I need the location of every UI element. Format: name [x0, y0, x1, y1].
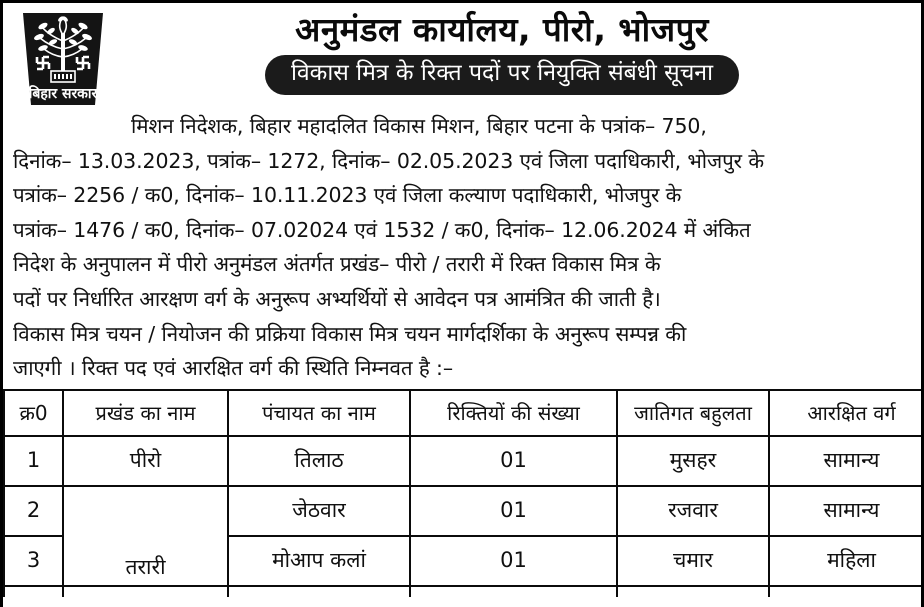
- body-line: विकास मित्र चयन / नियोजन की प्रक्रिया विकास मित्र चयन मार्गदर्शिका के अनुरूप सम्पन्न की: [13, 321, 687, 346]
- header-text-group: [111, 9, 913, 95]
- cell-vacancies: 01: [410, 486, 617, 536]
- cell-clipped: [769, 586, 924, 597]
- body-line: जाएगी । रिक्त पद एवं आरक्षित वर्ग की स्थिति निम्नवत है :–: [13, 356, 453, 381]
- column-header-reserved: आरक्षित वर्ग: [769, 390, 924, 436]
- cell-panchayat: तिलाठ: [228, 436, 410, 486]
- table-row: [4, 436, 924, 486]
- cell-clipped: [410, 586, 617, 597]
- cell-caste: चमार: [617, 536, 769, 586]
- cell-panchayat: मोआप कलां: [228, 536, 410, 586]
- cell-clipped: [617, 586, 769, 597]
- cell-block: पीरो: [63, 436, 228, 486]
- column-header-serial: क्र0: [4, 390, 63, 436]
- column-header-vacancies: रिक्तियों की संख्या: [410, 390, 617, 436]
- notice-subtitle-badge: विकास मित्र के रिक्त पदों पर नियुक्ति संबंधी सूचना: [265, 55, 739, 95]
- cell-clipped: [63, 586, 228, 597]
- column-header-caste: जातिगत बहुलता: [617, 390, 769, 436]
- body-line: पदों पर निर्धारित आरक्षण वर्ग के अनुरूप अभ्यर्थियों से आवेदन पत्र आमंत्रित की जाती है।: [13, 286, 661, 311]
- column-header-panchayat: पंचायत का नाम: [228, 390, 410, 436]
- table-header-row: [4, 390, 924, 436]
- cell-vacancies: 01: [410, 536, 617, 586]
- vacancy-table: [3, 389, 924, 597]
- notice-body: [3, 107, 921, 386]
- cell-serial: 3: [4, 536, 63, 586]
- bihar-government-emblem-icon: [15, 11, 111, 107]
- cell-caste: मुसहर: [617, 436, 769, 486]
- cell-reserved: सामान्य: [769, 486, 924, 536]
- cell-vacancies: 01: [410, 436, 617, 486]
- body-line: दिनांक– 13.03.2023, पत्रांक– 1272, दिनांक– 02.05.2023 एवं जिला पदाधिकारी, भोजपुर के: [13, 148, 765, 173]
- table-row: [4, 486, 924, 536]
- cell-serial: 2: [4, 486, 63, 536]
- body-line: पत्रांक– 1476 / क0, दिनांक– 07.02024 एवं 1532 / क0, दिनांक– 12.06.2024 में अंकित: [13, 217, 751, 242]
- cell-clipped: [4, 586, 63, 597]
- column-header-block: प्रखंड का नाम: [63, 390, 228, 436]
- cell-reserved: महिला: [769, 536, 924, 586]
- page-title: अनुमंडल कार्यालय, पीरो, भोजपुर: [295, 10, 709, 49]
- body-line: पत्रांक– 2256 / क0, दिनांक– 10.11.2023 एवं जिला कल्याण पदाधिकारी, भोजपुर के: [13, 183, 682, 208]
- notice-header: [3, 3, 921, 107]
- cell-block-merged: तरारी: [63, 486, 228, 586]
- cell-caste: रजवार: [617, 486, 769, 536]
- body-line: मिशन निदेशक, बिहार महादलित विकास मिशन, बिहार पटना के पत्रांक– 750,: [131, 114, 707, 138]
- cell-panchayat: जेठवार: [228, 486, 410, 536]
- table-row-clipped: [4, 586, 924, 597]
- cell-serial: 1: [4, 436, 63, 486]
- cell-clipped: [228, 586, 410, 597]
- emblem-caption: बिहार सरकार: [28, 86, 98, 102]
- cell-reserved: सामान्य: [769, 436, 924, 486]
- body-line: निदेश के अनुपालन में पीरो अनुमंडल अंतर्गत प्रखंड– पीरो / तरारी में रिक्त विकास मित्र के: [13, 252, 661, 277]
